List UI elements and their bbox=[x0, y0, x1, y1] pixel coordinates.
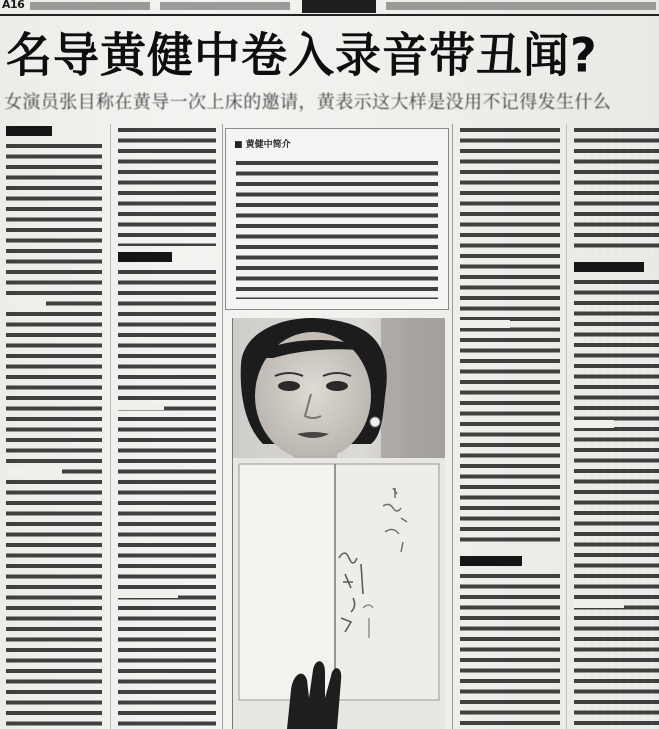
sidebar-title: ■ 黄健中简介 bbox=[234, 140, 291, 150]
column-rule bbox=[566, 124, 567, 729]
masthead-strip bbox=[0, 0, 659, 16]
subheadline: 女演员张目称在黄导一次上床的邀请，黄表示这大样是没用不记得发生什么 bbox=[4, 92, 612, 113]
masthead-bar-right bbox=[386, 2, 656, 10]
paragraph-gap bbox=[118, 590, 178, 598]
sidebar-text bbox=[236, 159, 438, 299]
paragraph-gap bbox=[6, 298, 46, 306]
column-rule bbox=[110, 124, 111, 729]
paragraph-gap bbox=[6, 468, 62, 476]
paragraph-gap bbox=[460, 320, 510, 328]
column-rule bbox=[452, 124, 453, 729]
text-column bbox=[574, 126, 659, 254]
paragraph-gap bbox=[118, 402, 164, 410]
column-heading bbox=[118, 252, 172, 262]
text-column bbox=[118, 268, 216, 729]
page-number: A16 bbox=[2, 0, 25, 11]
column-heading bbox=[574, 262, 644, 272]
text-column bbox=[460, 572, 560, 729]
text-column bbox=[118, 126, 216, 246]
section-tag bbox=[302, 0, 376, 13]
masthead-bar-left bbox=[30, 2, 150, 10]
column-rule bbox=[222, 124, 223, 729]
headline: 名导黄健中卷入录音带丑闻? bbox=[6, 27, 598, 83]
text-column bbox=[6, 142, 102, 729]
news-photo bbox=[232, 318, 445, 729]
photo-image bbox=[233, 318, 445, 729]
masthead-bar-mid bbox=[160, 2, 290, 10]
column-heading bbox=[460, 556, 522, 566]
paragraph-gap bbox=[574, 420, 614, 428]
text-column bbox=[460, 126, 560, 546]
sidebar-box bbox=[225, 128, 449, 310]
paragraph-gap bbox=[574, 600, 624, 608]
text-column bbox=[574, 278, 659, 729]
column-heading bbox=[6, 126, 52, 136]
